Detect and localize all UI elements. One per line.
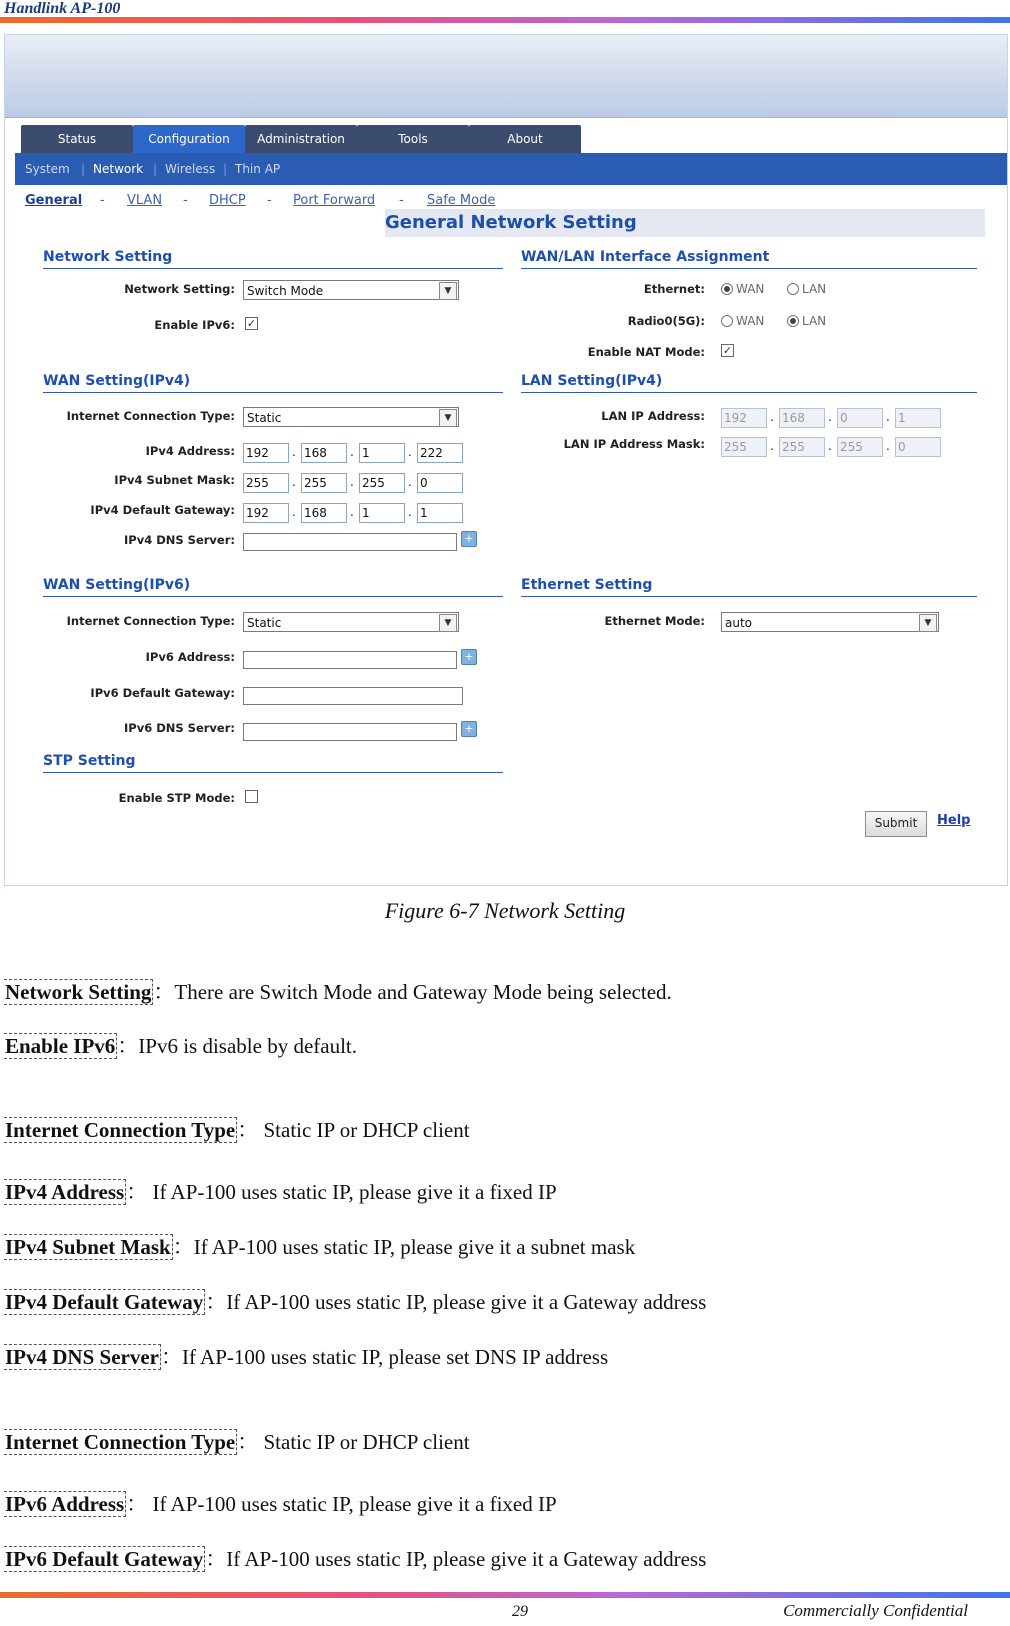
header-divider — [0, 17, 1010, 23]
description-line — [4, 1426, 470, 1456]
lan-ip-octet-2[interactable]: 168 — [779, 408, 825, 428]
ethernet-wan-radio[interactable] — [721, 282, 764, 296]
ipv4-mask-label: IPv4 Subnet Mask: — [114, 473, 235, 487]
ipv4-mask-octet-4[interactable]: 0 — [417, 473, 463, 493]
link-general[interactable]: General — [25, 193, 83, 208]
ipv4-conn-type-select[interactable] — [243, 407, 459, 427]
confidentiality-note: Commercially Confidential — [783, 1601, 968, 1620]
subtab-thin-ap[interactable]: Thin AP — [235, 162, 281, 176]
ipv4-gateway-label: IPv4 Default Gateway: — [90, 503, 235, 517]
radio0-lan-radio[interactable] — [787, 314, 826, 328]
tab-status[interactable]: Status — [21, 125, 133, 153]
network-mode-label: Network Setting: — [124, 282, 235, 296]
octet-separator: . — [292, 445, 296, 459]
description-term: IPv6 Default Gateway — [5, 1547, 204, 1571]
octet-separator: . — [408, 445, 412, 459]
subtab-wireless[interactable]: Wireless — [165, 162, 216, 176]
ethernet-mode-select[interactable] — [721, 612, 939, 632]
page-number: 29 — [512, 1603, 528, 1620]
ipv4-address-octet-4[interactable]: 222 — [417, 443, 463, 463]
stp-mode-checkbox[interactable] — [245, 790, 258, 803]
network-mode-select[interactable] — [243, 280, 459, 300]
subnav-separator: | — [223, 162, 228, 176]
subnav-separator: | — [153, 162, 158, 176]
lan-ip-octet-1[interactable]: 192 — [721, 408, 767, 428]
link-separator: - — [183, 193, 188, 208]
ipv4-dns-label: IPv4 DNS Server: — [124, 533, 235, 547]
ipv6-conn-type-label: Internet Connection Type: — [66, 614, 235, 628]
description-term: IPv4 Default Gateway — [5, 1290, 204, 1314]
octet-separator: . — [770, 439, 774, 453]
top-navigation — [5, 125, 1007, 153]
ipv4-gateway-octet-3[interactable]: 1 — [359, 503, 405, 523]
octet-separator: . — [828, 439, 832, 453]
description-line — [4, 1231, 635, 1261]
description-text: ： Static IP or DHCP client — [237, 1430, 470, 1454]
chevron-down-icon: ▼ — [439, 614, 457, 632]
link-port-forward[interactable]: Port Forward — [293, 193, 376, 208]
chevron-down-icon: ▼ — [439, 282, 457, 300]
network-mode-value: Switch Mode — [247, 284, 324, 298]
ipv4-address-octet-2[interactable]: 168 — [301, 443, 347, 463]
link-separator: - — [267, 193, 272, 208]
sub-navigation — [15, 153, 1007, 185]
ipv4-address-octet-3[interactable]: 1 — [359, 443, 405, 463]
description-term: IPv6 Address — [5, 1492, 125, 1516]
ipv6-address-label: IPv6 Address: — [145, 650, 235, 664]
octet-separator: . — [408, 475, 412, 489]
description-line — [4, 1114, 470, 1144]
tab-administration[interactable]: Administration — [245, 125, 357, 153]
subnav-separator: | — [81, 162, 86, 176]
section-lan-ipv4: LAN Setting(IPv4) — [521, 373, 977, 393]
description-text: ： If AP-100 uses static IP, please give it a fixed IP — [126, 1180, 557, 1204]
description-term: IPv4 Address — [5, 1180, 125, 1204]
radio-selected-icon — [787, 315, 799, 327]
section-wan-ipv4: WAN Setting(IPv4) — [43, 373, 503, 393]
enable-ipv6-checkbox[interactable]: ✓ — [246, 317, 257, 330]
subtab-network[interactable]: Network — [93, 162, 144, 176]
chevron-down-icon: ▼ — [439, 409, 457, 427]
octet-separator: . — [292, 475, 296, 489]
radio-label: LAN — [802, 314, 827, 328]
add-dns-icon[interactable]: + — [461, 531, 477, 547]
section-ethernet-setting: Ethernet Setting — [521, 577, 977, 597]
ipv6-dns-label: IPv6 DNS Server: — [124, 721, 235, 735]
radio-unselected-icon — [787, 283, 799, 295]
octet-separator: . — [886, 410, 890, 424]
description-term: IPv4 Subnet Mask — [5, 1235, 171, 1259]
footer-divider — [0, 1592, 1010, 1598]
description-line — [4, 1543, 706, 1573]
radio-label: LAN — [802, 282, 827, 296]
section-stp-setting: STP Setting — [43, 753, 503, 773]
lan-mask-octet-4[interactable]: 0 — [895, 437, 941, 457]
page-title: General Network Setting — [385, 209, 985, 237]
description-line — [4, 1341, 608, 1371]
add-address-icon[interactable]: + — [461, 649, 477, 665]
ipv4-mask-octet-1[interactable]: 255 — [243, 473, 289, 493]
lan-mask-octet-3[interactable]: 255 — [837, 437, 883, 457]
radio-unselected-icon — [721, 315, 733, 327]
ipv4-gateway-octet-1[interactable]: 192 — [243, 503, 289, 523]
description-line — [4, 1286, 706, 1316]
tab-about[interactable]: About — [469, 125, 581, 153]
ipv4-gateway-octet-2[interactable]: 168 — [301, 503, 347, 523]
description-text: ：IPv6 is disable by default. — [117, 1034, 357, 1058]
description-line — [4, 1176, 557, 1206]
ipv6-conn-type-value: Static — [247, 616, 282, 630]
description-line — [4, 1030, 357, 1060]
radio-label: WAN — [736, 282, 765, 296]
description-text: ：If AP-100 uses static IP, please give it a Gateway address — [205, 1547, 707, 1571]
description-text: ： Static IP or DHCP client — [237, 1118, 470, 1142]
section-network-setting: Network Setting — [43, 249, 503, 269]
ethernet-mode-label: Ethernet Mode: — [604, 614, 705, 628]
router-config-screenshot — [4, 34, 1008, 886]
description-text: ：If AP-100 uses static IP, please give it a Gateway address — [205, 1290, 707, 1314]
lan-mask-label: LAN IP Address Mask: — [563, 437, 705, 451]
octet-separator: . — [770, 410, 774, 424]
nat-mode-checkbox[interactable]: ✓ — [722, 344, 733, 357]
radio0-assign-label: Radio0(5G): — [627, 314, 705, 328]
lan-mask-octet-2[interactable]: 255 — [779, 437, 825, 457]
description-text: ：If AP-100 uses static IP, please set DNS IP address — [160, 1345, 609, 1369]
ethernet-mode-value: auto — [725, 616, 753, 630]
ipv4-mask-octet-3[interactable]: 255 — [359, 473, 405, 493]
description-term: Enable IPv6 — [5, 1034, 116, 1058]
ipv4-dns-input[interactable] — [243, 533, 457, 551]
help-link[interactable]: Help — [937, 813, 971, 828]
section-wan-ipv6: WAN Setting(IPv6) — [43, 577, 503, 597]
ipv6-dns-input[interactable] — [243, 723, 457, 741]
ipv4-conn-type-label: Internet Connection Type: — [66, 409, 235, 423]
subtab-system[interactable]: System — [25, 162, 70, 176]
web-banner — [5, 35, 1007, 118]
radio-selected-icon — [721, 283, 733, 295]
ipv6-gateway-label: IPv6 Default Gateway: — [90, 686, 235, 700]
link-vlan[interactable]: VLAN — [127, 193, 163, 208]
ipv4-mask-octet-2[interactable]: 255 — [301, 473, 347, 493]
ipv4-address-octet-1[interactable]: 192 — [243, 443, 289, 463]
description-text: ：There are Switch Mode and Gateway Mode being selected. — [153, 980, 672, 1004]
description-text: ： If AP-100 uses static IP, please give it a fixed IP — [126, 1492, 557, 1516]
ipv6-conn-type-select[interactable] — [243, 612, 459, 632]
document-header-title: Handlink AP-100 — [4, 0, 121, 17]
octet-separator: . — [886, 439, 890, 453]
description-text: ：If AP-100 uses static IP, please give it a subnet mask — [172, 1235, 636, 1259]
description-term: Internet Connection Type — [5, 1118, 236, 1142]
lan-ip-label: LAN IP Address: — [601, 409, 705, 423]
octet-separator: . — [350, 475, 354, 489]
octet-separator: . — [292, 505, 296, 519]
description-line — [4, 976, 672, 1006]
nat-mode-label: Enable NAT Mode: — [587, 345, 705, 359]
lan-ip-octet-4[interactable]: 1 — [895, 408, 941, 428]
stp-mode-label: Enable STP Mode: — [118, 791, 235, 805]
tab-configuration[interactable]: Configuration — [133, 125, 245, 153]
link-separator: - — [100, 193, 105, 208]
lan-mask-octet-1[interactable]: 255 — [721, 437, 767, 457]
description-line — [4, 1488, 557, 1518]
ipv6-address-input[interactable] — [243, 651, 457, 669]
octet-separator: . — [408, 505, 412, 519]
radio-label: WAN — [736, 314, 765, 328]
ipv4-address-label: IPv4 Address: — [145, 444, 235, 458]
lan-ip-octet-3[interactable]: 0 — [837, 408, 883, 428]
section-wan-lan-assignment: WAN/LAN Interface Assignment — [521, 249, 977, 269]
ethernet-lan-radio[interactable] — [787, 282, 826, 296]
submit-button[interactable]: Submit — [865, 811, 927, 837]
link-safe-mode[interactable]: Safe Mode — [427, 193, 496, 208]
figure-caption: Figure 6-7 Network Setting — [384, 898, 626, 923]
radio0-wan-radio[interactable] — [721, 314, 764, 328]
octet-separator: . — [350, 505, 354, 519]
add-dns-icon[interactable]: + — [461, 721, 477, 737]
octet-separator: . — [350, 445, 354, 459]
ipv4-gateway-octet-4[interactable]: 1 — [417, 503, 463, 523]
description-term: Network Setting — [5, 980, 152, 1004]
description-term: Internet Connection Type — [5, 1430, 236, 1454]
ipv4-conn-type-value: Static — [247, 411, 282, 425]
ethernet-assign-label: Ethernet: — [643, 282, 705, 296]
enable-ipv6-label: Enable IPv6: — [154, 318, 235, 332]
ipv6-gateway-input[interactable] — [243, 687, 463, 705]
link-separator: - — [399, 193, 404, 208]
tab-tools[interactable]: Tools — [357, 125, 469, 153]
description-term: IPv4 DNS Server — [5, 1345, 159, 1369]
octet-separator: . — [828, 410, 832, 424]
link-dhcp[interactable]: DHCP — [209, 193, 246, 208]
chevron-down-icon: ▼ — [919, 614, 937, 632]
